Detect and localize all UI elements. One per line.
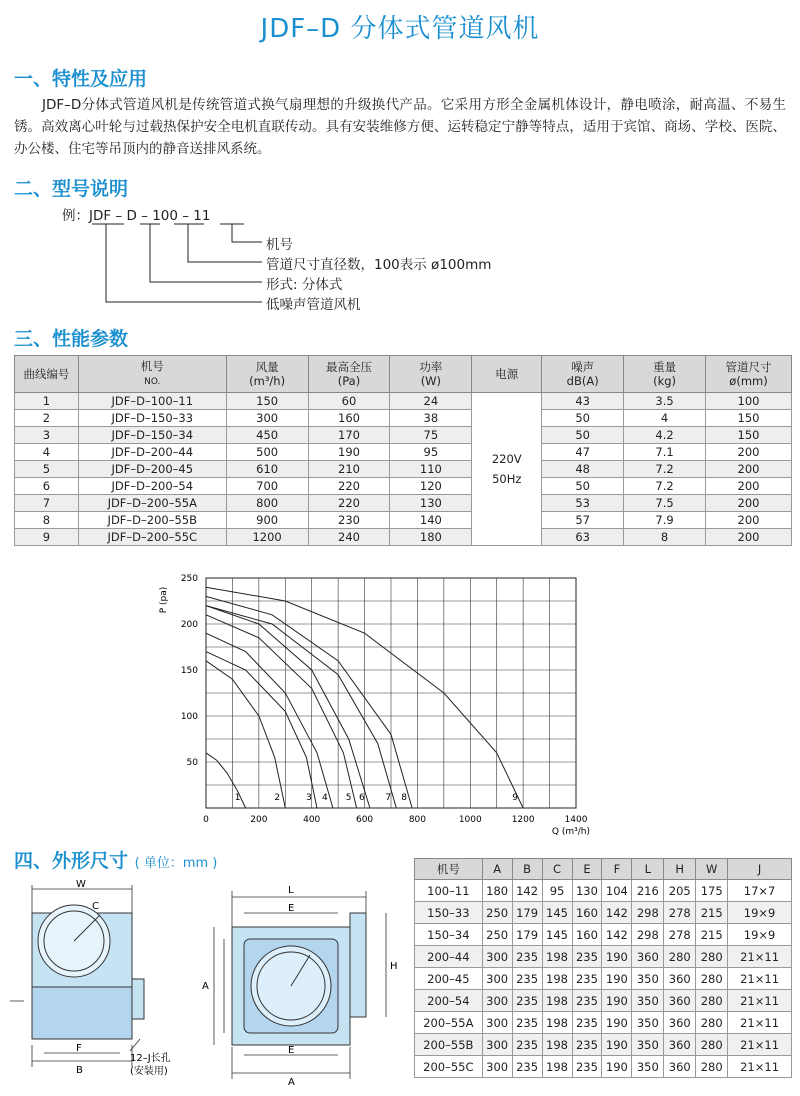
cell-weight: 3.5 (624, 393, 706, 410)
cell-weight: 7.2 (624, 461, 706, 478)
header-curve: 曲线编号 (15, 356, 79, 393)
header-airflow: 风量 (m³/h) (226, 356, 308, 393)
cell-duct: 150 (706, 410, 792, 427)
dim-cell: 104 (602, 880, 632, 902)
curve-label: 2 (274, 793, 281, 803)
dim-cell: 235 (512, 968, 542, 990)
dim-cell: 360 (664, 1056, 696, 1078)
outline-drawings (10, 875, 410, 1090)
dim-cell: 235 (572, 1012, 602, 1034)
dim-cell: 200–55B (415, 1034, 483, 1056)
dim-header-cell: H (664, 859, 696, 880)
dim-cell: 21×11 (728, 1034, 792, 1056)
dim-label-h: H (390, 961, 398, 972)
performance-chart (150, 570, 650, 840)
header-supply: 电源 (472, 356, 542, 393)
header-weight: 重量 (kg) (624, 356, 706, 393)
dim-cell: 179 (512, 902, 542, 924)
dim-cell: 235 (512, 1012, 542, 1034)
dim-header-cell: E (572, 859, 602, 880)
curve-label: 6 (358, 793, 365, 803)
dim-cell: 350 (632, 1034, 664, 1056)
dim-cell: 300 (482, 1034, 512, 1056)
dim-cell: 21×11 (728, 968, 792, 990)
performance-row (15, 444, 792, 461)
cell-power: 24 (390, 393, 472, 410)
dim-cell: 175 (696, 880, 728, 902)
cell-model: JDF–D–200–54 (78, 478, 226, 495)
dim-cell: 205 (664, 880, 696, 902)
dim-cell: 360 (664, 1012, 696, 1034)
dim-cell: 300 (482, 990, 512, 1012)
dim-row (415, 902, 792, 924)
cell-noise: 47 (542, 444, 624, 461)
dim-row (415, 880, 792, 902)
dim-cell: 21×11 (728, 990, 792, 1012)
curve-2 (206, 661, 285, 808)
cell-power: 95 (390, 444, 472, 461)
header-duct: 管道尺寸 ø(mm) (706, 356, 792, 393)
cell-weight: 7.1 (624, 444, 706, 461)
dim-cell: 19×9 (728, 902, 792, 924)
dim-cell: 190 (602, 1034, 632, 1056)
x-tick-label: 1000 (458, 815, 482, 825)
x-tick-label: 400 (303, 815, 321, 825)
dim-cell: 160 (572, 902, 602, 924)
dim-cell: 200–55A (415, 1012, 483, 1034)
dim-cell: 198 (542, 1034, 572, 1056)
curve-4 (206, 633, 333, 808)
cell-power: 140 (390, 512, 472, 529)
model-example: 例：JDF – D – 100 – 11 (62, 208, 211, 224)
dim-cell: 190 (602, 1012, 632, 1034)
cell-duct: 200 (706, 512, 792, 529)
header-noise: 噪声 dB(A) (542, 356, 624, 393)
dim-cell: 280 (696, 990, 728, 1012)
cell-weight: 7.5 (624, 495, 706, 512)
dim-label-c: C (92, 901, 99, 912)
dim-row (415, 1012, 792, 1034)
cell-duct: 200 (706, 461, 792, 478)
dim-cell: 179 (512, 924, 542, 946)
x-tick-label: 600 (355, 815, 374, 825)
x-tick-label: 0 (203, 815, 209, 825)
y-tick-label: 100 (180, 712, 198, 722)
cell-airflow: 610 (226, 461, 308, 478)
model-leader-lines (0, 0, 800, 330)
hole-label: 12–J长孔 (130, 1053, 171, 1064)
unit-note: ( 单位：mm ) (134, 856, 218, 871)
dim-header-cell: B (512, 859, 542, 880)
dim-label-w: W (76, 879, 86, 890)
cell-pressure: 190 (308, 444, 390, 461)
dim-cell: 200–54 (415, 990, 483, 1012)
cell-pressure: 230 (308, 512, 390, 529)
side-view-drawing (10, 879, 171, 1077)
cell-airflow: 900 (226, 512, 308, 529)
dim-cell: 21×11 (728, 946, 792, 968)
dim-label-e-top: E (288, 903, 295, 914)
cell-curve: 3 (15, 427, 79, 444)
cell-pressure: 170 (308, 427, 390, 444)
cell-weight: 4 (624, 410, 706, 427)
dim-label-e-bottom: E (288, 1045, 295, 1056)
cell-pressure: 60 (308, 393, 390, 410)
cell-curve: 8 (15, 512, 79, 529)
dim-cell: 130 (572, 880, 602, 902)
y-tick-label: 250 (180, 574, 198, 584)
dim-cell: 200–45 (415, 968, 483, 990)
cell-weight: 7.9 (624, 512, 706, 529)
y-tick-label: 50 (186, 758, 198, 768)
section-features-heading: 一、特性及应用 (14, 68, 148, 90)
dim-header-cell: A (482, 859, 512, 880)
dim-cell: 300 (482, 1056, 512, 1078)
cell-model: JDF–D–100–11 (78, 393, 226, 410)
x-tick-label: 200 (250, 815, 268, 825)
dim-cell: 19×9 (728, 924, 792, 946)
cell-noise: 43 (542, 393, 624, 410)
curve-label: 5 (345, 793, 352, 803)
dim-label-b: B (76, 1065, 83, 1076)
dim-cell: 200–44 (415, 946, 483, 968)
features-paragraph: JDF–D分体式管道风机是传统管道式换气扇理想的升级换代产品。它采用方形全金属机体设计，静电喷涂，耐高温、不易生锈。高效离心叶轮与过载热保护安全电机直联传动。具有安装维修方便、运转稳定宁静等特点，适用于宾馆、商场、学校、医院、办公楼、住宅等吊顶内的静音送排风系统。 (14, 97, 786, 157)
cell-model: JDF–D–150–34 (78, 427, 226, 444)
cell-airflow: 450 (226, 427, 308, 444)
cell-curve: 2 (15, 410, 79, 427)
cell-airflow: 300 (226, 410, 308, 427)
section-model-heading: 二、型号说明 (14, 178, 129, 200)
cell-noise: 63 (542, 529, 624, 546)
dim-cell: 250 (482, 902, 512, 924)
dim-cell: 150–34 (415, 924, 483, 946)
front-view-drawing (202, 885, 398, 1088)
dim-cell: 298 (632, 902, 664, 924)
curve-label: 4 (321, 793, 328, 803)
cell-curve: 6 (15, 478, 79, 495)
cell-airflow: 700 (226, 478, 308, 495)
dim-label-a-side: A (202, 981, 209, 992)
cell-airflow: 1200 (226, 529, 308, 546)
performance-row (15, 529, 792, 546)
cell-power: 110 (390, 461, 472, 478)
dim-cell: 360 (664, 968, 696, 990)
cell-pressure: 210 (308, 461, 390, 478)
section-dimensions-heading: 四、外形尺寸 ( 单位：mm ) (14, 850, 218, 872)
dim-cell: 278 (664, 902, 696, 924)
performance-row (15, 410, 792, 427)
cell-noise: 57 (542, 512, 624, 529)
x-tick-label: 800 (408, 815, 427, 825)
performance-header-row (15, 356, 792, 393)
dim-cell: 200–55C (415, 1056, 483, 1078)
dim-cell: 95 (542, 880, 572, 902)
dim-cell: 300 (482, 968, 512, 990)
curve-label: 9 (512, 793, 519, 803)
cell-airflow: 800 (226, 495, 308, 512)
dim-cell: 17×7 (728, 880, 792, 902)
performance-row (15, 495, 792, 512)
cell-curve: 9 (15, 529, 79, 546)
cell-noise: 53 (542, 495, 624, 512)
dim-cell: 235 (572, 990, 602, 1012)
performance-row (15, 512, 792, 529)
dim-cell: 142 (602, 924, 632, 946)
dimensions-header-row (415, 859, 792, 880)
cell-power: 38 (390, 410, 472, 427)
dim-row (415, 968, 792, 990)
section-performance-heading: 三、性能参数 (14, 328, 129, 350)
dim-header-cell: C (542, 859, 572, 880)
dim-row (415, 1034, 792, 1056)
dim-header-cell: L (632, 859, 664, 880)
dim-cell: 350 (632, 1012, 664, 1034)
dimensions-table (414, 858, 792, 1078)
dim-cell: 180 (482, 880, 512, 902)
cell-power: 75 (390, 427, 472, 444)
x-tick-label: 1200 (511, 815, 535, 825)
dim-cell: 145 (542, 902, 572, 924)
cell-airflow: 150 (226, 393, 308, 410)
dim-cell: 250 (482, 924, 512, 946)
cell-model: JDF–D–200–45 (78, 461, 226, 478)
model-label-type: 形式: 分体式 (266, 277, 343, 293)
cell-curve: 7 (15, 495, 79, 512)
cell-curve: 5 (15, 461, 79, 478)
cell-model: JDF–D–200–44 (78, 444, 226, 461)
cell-model: JDF–D–150–33 (78, 410, 226, 427)
header-model: 机号 NO. (78, 356, 226, 393)
dim-cell: 300 (482, 946, 512, 968)
dim-cell: 190 (602, 968, 632, 990)
install-label: (安装用) (130, 1066, 168, 1077)
cell-curve: 1 (15, 393, 79, 410)
cell-model: JDF–D–200–55A (78, 495, 226, 512)
curve-label: 7 (385, 793, 392, 803)
y-tick-label: 200 (180, 620, 198, 630)
dim-cell: 198 (542, 946, 572, 968)
dim-cell: 350 (632, 968, 664, 990)
cell-airflow: 500 (226, 444, 308, 461)
dim-cell: 280 (696, 968, 728, 990)
cell-power: 120 (390, 478, 472, 495)
model-label-number: 机号 (266, 237, 293, 253)
performance-row (15, 478, 792, 495)
page-title: JDF–D 分体式管道风机 (260, 14, 540, 44)
dim-cell: 235 (572, 1056, 602, 1078)
cell-pressure: 220 (308, 495, 390, 512)
cell-model: JDF–D–200–55B (78, 512, 226, 529)
dim-cell: 235 (572, 968, 602, 990)
dim-cell: 190 (602, 1056, 632, 1078)
dim-label-f: F (76, 1043, 82, 1054)
dim-cell: 215 (696, 902, 728, 924)
cell-pressure: 220 (308, 478, 390, 495)
supply-frequency: 50Hz (492, 472, 522, 486)
curve-label: 3 (306, 793, 312, 803)
cell-noise: 50 (542, 427, 624, 444)
cell-weight: 8 (624, 529, 706, 546)
dim-label-a-bottom: A (288, 1077, 295, 1088)
curve-label: 8 (401, 793, 408, 803)
dim-cell: 198 (542, 1056, 572, 1078)
cell-noise: 50 (542, 410, 624, 427)
curve-label: 1 (234, 793, 241, 803)
dim-cell: 21×11 (728, 1056, 792, 1078)
dim-cell: 350 (632, 990, 664, 1012)
dim-cell: 21×11 (728, 1012, 792, 1034)
dim-row (415, 924, 792, 946)
model-label-series: 低噪声管道风机 (266, 297, 361, 313)
dim-cell: 280 (664, 946, 696, 968)
dim-cell: 190 (602, 990, 632, 1012)
dim-cell: 300 (482, 1012, 512, 1034)
dim-cell: 235 (512, 990, 542, 1012)
performance-row (15, 461, 792, 478)
model-label-size: 管道尺寸直径数，100表示 ø100mm (266, 257, 492, 273)
cell-power: 180 (390, 529, 472, 546)
dim-cell: 280 (696, 1012, 728, 1034)
cell-duct: 150 (706, 427, 792, 444)
cell-noise: 50 (542, 478, 624, 495)
dim-cell: 160 (572, 924, 602, 946)
x-tick-label: 1400 (564, 815, 588, 825)
performance-row (15, 393, 792, 410)
dim-cell: 298 (632, 924, 664, 946)
dim-cell: 235 (512, 1056, 542, 1078)
header-pressure: 最高全压 (Pa) (308, 356, 390, 393)
dim-cell: 198 (542, 1012, 572, 1034)
cell-power: 130 (390, 495, 472, 512)
dim-cell: 198 (542, 968, 572, 990)
dim-cell: 235 (512, 946, 542, 968)
dim-cell: 350 (632, 1056, 664, 1078)
cell-duct: 200 (706, 495, 792, 512)
y-tick-label: 150 (180, 666, 198, 676)
dim-cell: 142 (512, 880, 542, 902)
dim-cell: 145 (542, 924, 572, 946)
header-power: 功率 (W) (390, 356, 472, 393)
dim-cell: 150–33 (415, 902, 483, 924)
cell-duct: 200 (706, 444, 792, 461)
performance-table (14, 355, 792, 546)
dim-header-cell: J (728, 859, 792, 880)
dim-label-l: L (288, 885, 294, 896)
cell-duct: 200 (706, 478, 792, 495)
y-axis-label: P (pa) (159, 586, 169, 614)
dim-row (415, 946, 792, 968)
cell-pressure: 240 (308, 529, 390, 546)
dim-cell: 190 (602, 946, 632, 968)
dim-cell: 215 (696, 924, 728, 946)
dim-cell: 360 (664, 1034, 696, 1056)
dim-cell: 280 (696, 946, 728, 968)
dim-header-cell: F (602, 859, 632, 880)
dim-cell: 142 (602, 902, 632, 924)
dim-cell: 235 (572, 1034, 602, 1056)
dim-cell: 235 (512, 1034, 542, 1056)
supply-voltage: 220V (491, 452, 522, 466)
cell-curve: 4 (15, 444, 79, 461)
dim-header-cell: 机号 (415, 859, 483, 880)
cell-model: JDF–D–200–55C (78, 529, 226, 546)
curve-3 (206, 652, 317, 808)
cell-power-supply (472, 393, 542, 546)
cell-noise: 48 (542, 461, 624, 478)
cell-weight: 4.2 (624, 427, 706, 444)
cell-duct: 200 (706, 529, 792, 546)
dim-cell: 278 (664, 924, 696, 946)
dim-cell: 100–11 (415, 880, 483, 902)
dim-cell: 280 (696, 1034, 728, 1056)
cell-pressure: 160 (308, 410, 390, 427)
dim-header-cell: W (696, 859, 728, 880)
dim-cell: 360 (664, 990, 696, 1012)
dim-row (415, 990, 792, 1012)
dim-cell: 235 (572, 946, 602, 968)
performance-row (15, 427, 792, 444)
dim-cell: 360 (632, 946, 664, 968)
x-axis-label: Q (m³/h) (551, 827, 590, 837)
dim-cell: 198 (542, 990, 572, 1012)
dim-cell: 280 (696, 1056, 728, 1078)
dim-cell: 216 (632, 880, 664, 902)
dim-row (415, 1056, 792, 1078)
cell-weight: 7.2 (624, 478, 706, 495)
cell-duct: 100 (706, 393, 792, 410)
